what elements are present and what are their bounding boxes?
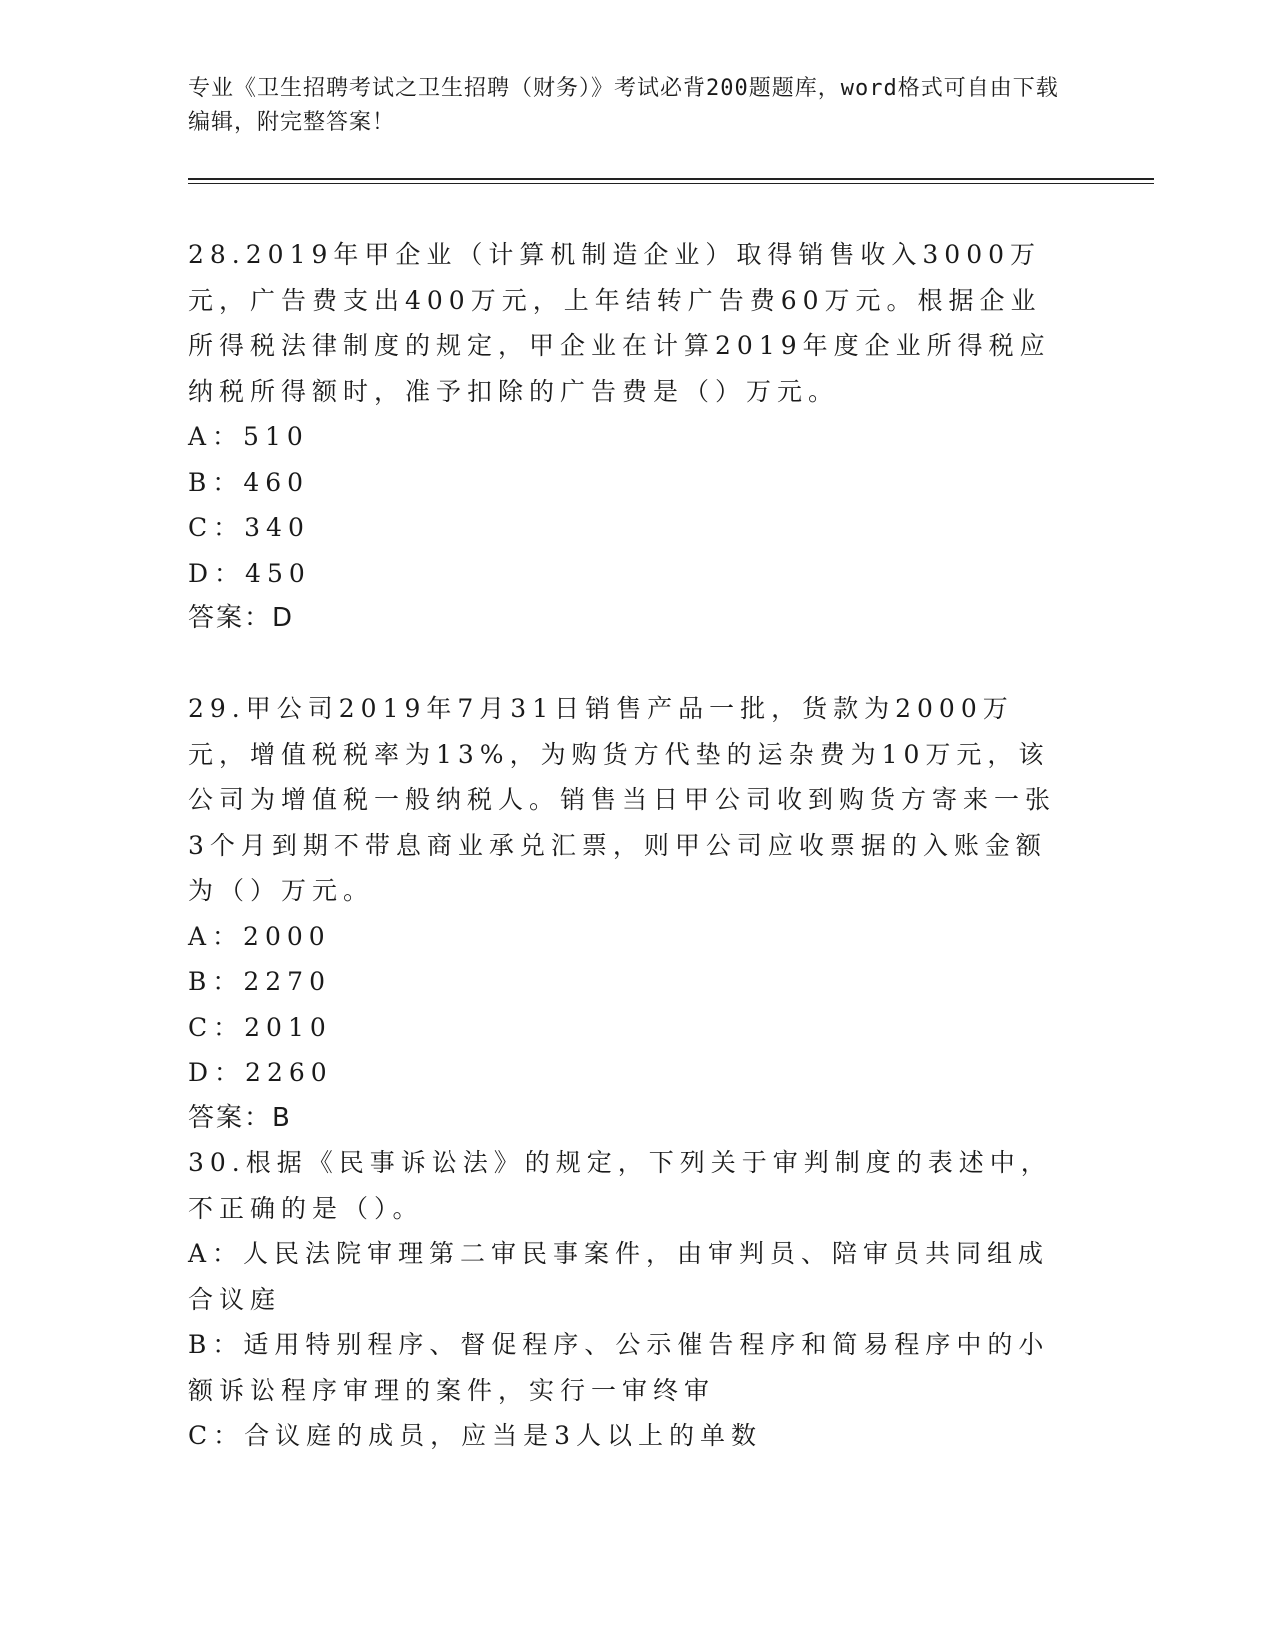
question-stem: 30.根据《民事诉讼法》的规定，下列关于审判制度的表述中，不正确的是（）。 <box>188 1148 1052 1223</box>
document-header: 专业《卫生招聘考试之卫生招聘（财务）》考试必背200题题库，word格式可自由下载编辑，附完整答案！ <box>188 76 1059 135</box>
question-29 <box>188 686 1068 1141</box>
option-a: A：人民法院审理第二审民事案件，由审判员、陪审员共同组成合议庭 <box>188 1239 1050 1314</box>
option-b: B：2270 <box>188 967 331 996</box>
question-stem: 28.2019年甲企业（计算机制造企业）取得销售收入3000万元，广告费支出400万元，上年结转广告费60万元。根据企业所得税法律制度的规定，甲企业在计算2019年度企业所得税应纳税所得额时，准予扣除的广告费是（）万元。 <box>188 240 1051 406</box>
option-c: C：340 <box>188 513 310 542</box>
option-b: B：适用特别程序、督促程序、公示催告程序和简易程序中的小额诉讼程序审理的案件，实行一审终审 <box>188 1330 1050 1405</box>
question-30 <box>188 1140 1068 1459</box>
question-28 <box>188 232 1068 642</box>
document-page <box>188 0 1156 1650</box>
option-a: A：510 <box>188 422 309 451</box>
header-divider-thick <box>188 178 1154 180</box>
option-d: D：450 <box>188 558 311 588</box>
question-stem: 29.甲公司2019年7月31日销售产品一批，货款为2000万元，增值税税率为13%，为购货方代垫的运杂费为10万元，该公司为增值税一般纳税人。销售当日甲公司收到购货方寄来一张3个月到期不带息商业承兑汇票，则甲公司应收票据的入账金额为（）万元。 <box>188 694 1057 905</box>
option-c: C：2010 <box>188 1012 332 1042</box>
option-b: B：460 <box>188 467 310 497</box>
header-divider-thin <box>188 183 1154 184</box>
answer-line: 答案：D <box>188 603 295 633</box>
option-d: D：2260 <box>188 1058 333 1087</box>
answer-line: 答案：B <box>188 1102 292 1133</box>
option-c: C：合议庭的成员，应当是3人以上的单数 <box>188 1421 763 1450</box>
option-a: A：2000 <box>188 921 331 951</box>
